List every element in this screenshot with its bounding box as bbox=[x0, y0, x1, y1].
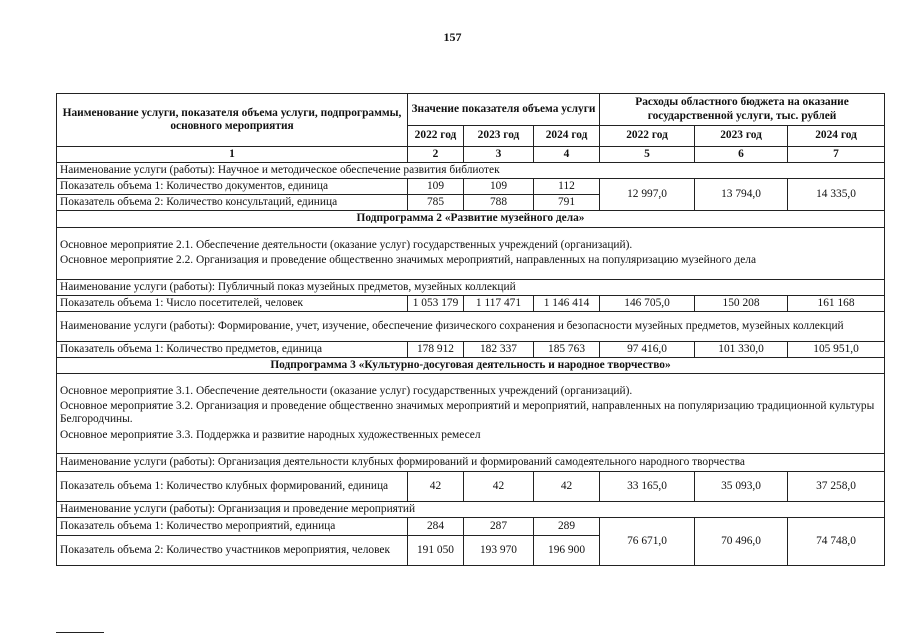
expense-cell: 146 705,0 bbox=[600, 295, 695, 311]
expense-cell: 70 496,0 bbox=[695, 518, 788, 566]
value-cell: 289 bbox=[534, 518, 600, 536]
expense-cell: 12 997,0 bbox=[600, 179, 695, 211]
value-cell: 109 bbox=[464, 179, 534, 195]
expense-cell: 161 168 bbox=[788, 295, 885, 311]
service-row: Наименование услуги (работы): Публичный показ музейных предметов, музейных коллекций bbox=[57, 279, 885, 295]
expense-cell: 150 208 bbox=[695, 295, 788, 311]
activity-text: Основное мероприятие 3.1. Обеспечение деятельности (оказание услуг) государственных учреждений (организаций). bbox=[60, 385, 633, 398]
value-cell: 196 900 bbox=[534, 536, 600, 566]
header-budget-expenses: Расходы областного бюджета на оказание государственной услуги, тыс. рублей bbox=[600, 94, 885, 126]
service-row: Наименование услуги (работы): Научное и методическое обеспечение развития библиотек bbox=[57, 163, 885, 179]
value-cell: 191 050 bbox=[408, 536, 464, 566]
value-cell: 109 bbox=[408, 179, 464, 195]
column-number: 5 bbox=[600, 147, 695, 163]
expense-cell: 101 330,0 bbox=[695, 341, 788, 357]
value-cell: 788 bbox=[464, 195, 534, 211]
indicator-label: Показатель объема 1: Количество мероприятий, единица bbox=[57, 518, 408, 536]
header-year: 2024 год bbox=[534, 126, 600, 147]
header-volume-values: Значение показателя объема услуги bbox=[408, 94, 600, 126]
indicator-label: Показатель объема 2: Количество участников мероприятия, человек bbox=[57, 536, 408, 566]
column-number: 3 bbox=[464, 147, 534, 163]
column-number: 6 bbox=[695, 147, 788, 163]
value-cell: 178 912 bbox=[408, 341, 464, 357]
value-cell: 42 bbox=[534, 471, 600, 501]
column-number: 1 bbox=[57, 147, 408, 163]
value-cell: 1 053 179 bbox=[408, 295, 464, 311]
header-year: 2022 год bbox=[600, 126, 695, 147]
value-cell: 112 bbox=[534, 179, 600, 195]
main-activities bbox=[57, 227, 885, 279]
footnote-divider bbox=[56, 632, 104, 633]
expense-cell: 37 258,0 bbox=[788, 471, 885, 501]
indicator-label: Показатель объема 2: Количество консультаций, единица bbox=[57, 195, 408, 211]
value-cell: 785 bbox=[408, 195, 464, 211]
value-cell: 1 146 414 bbox=[534, 295, 600, 311]
value-cell: 193 970 bbox=[464, 536, 534, 566]
indicator-label: Показатель объема 1: Количество документов, единица bbox=[57, 179, 408, 195]
activity-text: Основное мероприятие 2.1. Обеспечение деятельности (оказание услуг) государственных учреждений (организаций). bbox=[60, 238, 633, 251]
column-number: 4 bbox=[534, 147, 600, 163]
indicator-label: Показатель объема 1: Количество клубных формирований, единица bbox=[57, 471, 408, 501]
activity-text: Основное мероприятие 3.3. Поддержка и развитие народных художественных ремесел bbox=[60, 428, 481, 441]
service-row: Наименование услуги (работы): Организация и проведение мероприятий bbox=[57, 501, 885, 517]
activity-text: Основное мероприятие 3.2. Организация и проведение общественно значимых мероприятий и мероприятий, направленных на популяризацию традиционной культуры Белгородчины. bbox=[60, 400, 875, 426]
value-cell: 287 bbox=[464, 518, 534, 536]
expense-cell: 97 416,0 bbox=[600, 341, 695, 357]
value-cell: 42 bbox=[408, 471, 464, 501]
activity-text: Основное мероприятие 2.2. Организация и проведение общественно значимых мероприятий, направленных на популяризацию музейного дела bbox=[60, 254, 757, 267]
indicator-label: Показатель объема 1: Количество предметов, единица bbox=[57, 341, 408, 357]
service-row: Наименование услуги (работы): Формирование, учет, изучение, обеспечение физического сохранения и безопасности музейных предметов, музейных коллекций bbox=[57, 311, 885, 341]
value-cell: 42 bbox=[464, 471, 534, 501]
header-year: 2023 год bbox=[695, 126, 788, 147]
subprogram-title: Подпрограмма 2 «Развитие музейного дела» bbox=[57, 211, 885, 227]
expense-cell: 14 335,0 bbox=[788, 179, 885, 211]
expense-cell: 76 671,0 bbox=[600, 518, 695, 566]
column-number: 7 bbox=[788, 147, 885, 163]
column-number: 2 bbox=[408, 147, 464, 163]
expense-cell: 33 165,0 bbox=[600, 471, 695, 501]
page-number: 157 bbox=[443, 30, 462, 44]
value-cell: 1 117 471 bbox=[464, 295, 534, 311]
value-cell: 182 337 bbox=[464, 341, 534, 357]
value-cell: 284 bbox=[408, 518, 464, 536]
expense-cell: 13 794,0 bbox=[695, 179, 788, 211]
main-activities bbox=[57, 373, 885, 453]
value-cell: 185 763 bbox=[534, 341, 600, 357]
expense-cell: 74 748,0 bbox=[788, 518, 885, 566]
header-year: 2022 год bbox=[408, 126, 464, 147]
header-year: 2023 год bbox=[464, 126, 534, 147]
value-cell: 791 bbox=[534, 195, 600, 211]
service-row: Наименование услуги (работы): Организация деятельности клубных формирований и формирований самодеятельного народного творчества bbox=[57, 453, 885, 471]
subprogram-title: Подпрограмма 3 «Культурно-досуговая деятельность и народное творчество» bbox=[57, 357, 885, 373]
expense-cell: 105 951,0 bbox=[788, 341, 885, 357]
indicator-label: Показатель объема 1: Число посетителей, человек bbox=[57, 295, 408, 311]
header-year: 2024 год bbox=[788, 126, 885, 147]
header-service-name: Наименование услуги, показателя объема услуги, подпрограммы, основного мероприятия bbox=[57, 94, 408, 147]
expense-cell: 35 093,0 bbox=[695, 471, 788, 501]
expenses-table bbox=[56, 93, 885, 566]
